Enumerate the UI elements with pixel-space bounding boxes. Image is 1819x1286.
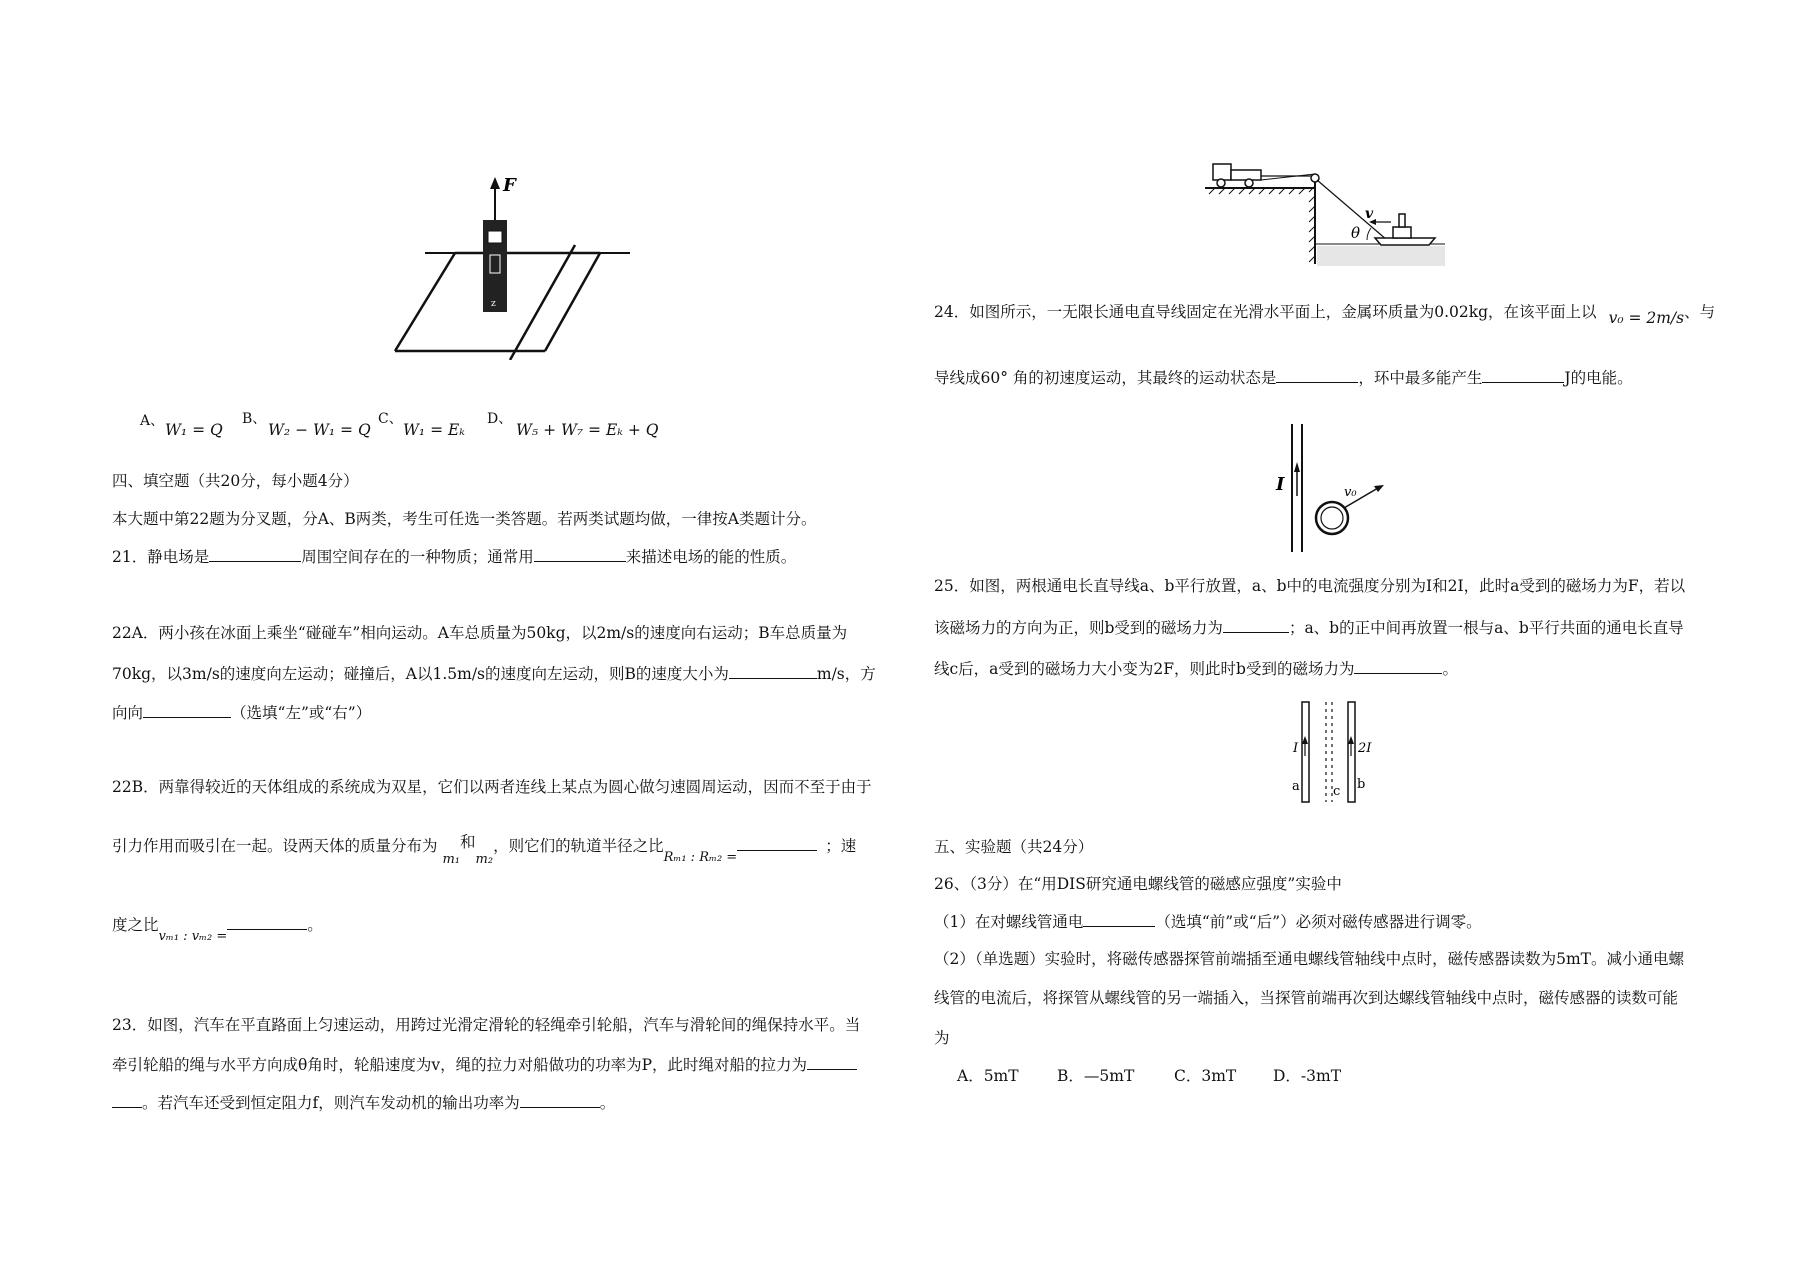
q22a-line3-hint: （选填“左”或“右”） [231,704,372,722]
q24-blank-state[interactable] [1276,368,1358,383]
q24-line2-end: J的电能。 [1564,369,1633,387]
q25-blank-force-b[interactable] [1223,618,1289,633]
magnet-rail-figure [385,175,645,360]
q22b-line3-end: 。 [307,916,323,934]
q23-line2-text: 牵引轮船的绳与水平方向成θ角时，轮船速度为v，绳的拉力对船做功的功率为P，此时绳对船的拉力为 [112,1056,808,1074]
q22b-line2 [112,833,857,867]
q26-choice-b[interactable]: B．—5mT [1057,1067,1135,1085]
q22a-line2 [112,664,876,683]
q22a-line1: 22A．两小孩在冰面上乘坐“碰碰车”相向运动。A车总质量为50kg，以2m/s的速度向右运动；B车总质量为 [112,624,848,642]
q22b-ratio-v: vₘ₁ : vₘ₂ = [158,929,228,944]
q22b-line1: 22B．两靠得较近的天体组成的系统成为双星，它们以两者连线上某点为圆心做匀速圆周运动，因而不至于由于 [112,778,872,796]
ring-velocity-label: v₀ [1344,485,1357,500]
q22a-line3 [112,703,371,722]
option-a-label: A、 [140,413,165,429]
q23-blank-power[interactable] [520,1093,600,1108]
q26-part1 [934,912,1482,931]
q22b-blank-radius[interactable] [737,836,817,851]
q26-title: 26、（3分）在“用DIS研究通电螺线管的磁感应强度”实验中 [934,875,1342,893]
option-d-equation: W₅ + W₇ = Eₖ + Q [516,421,659,439]
magnet-pole-label: z [491,299,496,309]
wire-b-label: b [1357,777,1366,792]
section4-note: 本大题中第22题为分叉题，分A、B两类，考生可任选一类答题。若两类试题均做，一律按A类题计分。 [112,510,817,528]
q26-choice-c[interactable]: C．3mT [1174,1067,1237,1085]
q21-blank2[interactable] [534,547,626,562]
q22a-line3-text: 向向 [112,704,144,722]
q26-choice-d[interactable]: D．-3mT [1273,1067,1342,1085]
q25-line3-end: 。 [1442,660,1458,678]
q24-line2-mid: ，环中最多能产生 [1358,369,1483,387]
q25-line3 [934,659,1458,678]
q26-part1-end: （选填“前”或“后”）必须对磁传感器进行调零。 [1155,913,1482,931]
q26-part2-line1: （2）（单选题）实验时，将磁传感器探管前端插至通电螺线管轴线中点时，磁传感器读数为5mT。减小通电螺 [934,950,1685,968]
q22a-line2-text: 70kg，以3m/s的速度向左运动；碰撞后，A以1.5m/s的速度向左运动，则B的速度大小为 [112,665,729,683]
current-label: I [1276,474,1285,495]
q26-part1-text: （1）在对螺线管通电 [934,913,1084,931]
q24-line2-text: 导线成60° 角的初速度运动，其最终的运动状态是 [934,369,1277,387]
wire-a-label: a [1292,779,1300,794]
section4-title: 四、填空题（共20分，每小题4分） [112,472,359,490]
q23-blank-force[interactable] [807,1055,857,1070]
q23-line3-text: 。若汽车还受到恒定阻力f，则汽车发动机的输出功率为 [142,1094,520,1112]
q24-line1-end: 、与 [1684,303,1716,321]
truck-pulley-boat-figure [1205,152,1450,270]
q22a-line2-unit: m/s，方 [816,665,876,683]
q23-line3 [112,1093,615,1112]
q22b-line3-text: 度之比 [112,916,159,934]
option-a-equation: W₁ = Q [165,421,223,439]
rope-angle-label: θ [1351,224,1361,242]
q22a-blank-direction[interactable] [143,703,231,718]
q24-v0: v₀ = 2m/s [1608,309,1685,327]
question-21 [112,547,796,566]
q22b-m1: m₁ [442,852,460,867]
q21-part3: 来描述电场的能的性质。 [625,548,797,566]
wire-ring-figure [1250,420,1390,555]
option-d-label: D、 [487,411,513,427]
q25-line3-text: 线c后，a受到的磁场力大小变为2F，则此时b受到的磁场力为 [934,660,1355,678]
q22b-line3 [112,915,323,944]
q23-line1: 23．如图，汽车在平直路面上匀速运动，用跨过光滑定滑轮的轻绳牵引轮船，汽车与滑轮间的绳保持水平。当 [112,1016,861,1034]
q25-line2-end: ；a、b的正中间再放置一根与a、b平行共面的通电长直导 [1288,619,1684,637]
wire-b-current: 2I [1358,741,1372,756]
q24-line1-text: 24．如图所示，一无限长通电直导线固定在光滑水平面上，金属环质量为0.02kg，在该平面上以 [934,303,1597,321]
q24-blank-energy[interactable] [1482,368,1564,383]
force-label: F [503,175,516,196]
boat-velocity-label: v [1365,206,1374,222]
q22b-ratio-r: Rₘ₁ : Rₘ₂ = [663,850,738,865]
option-b-label: B、 [242,411,267,427]
q21-part1: 21．静电场是 [112,548,210,566]
parallel-wires-figure [1280,700,1380,808]
q22a-blank-speed[interactable] [729,664,817,679]
q23-line3-end: 。 [599,1094,616,1112]
q23-blank-force-cont[interactable] [112,1093,142,1108]
q26-part2-line3: 为 [934,1029,950,1047]
q26-blank-before-after[interactable] [1083,912,1155,927]
q22b-line2-text: 引力作用而吸引在一起。设两天体的质量分布为 [112,837,438,855]
option-c-label: C、 [378,411,403,427]
option-c-equation: W₁ = Eₖ [403,421,465,439]
q24-line1 [934,303,1716,327]
q22b-line2-mid: ，则它们的轨道半径之比 [493,837,664,855]
q25-line1: 25．如图，两根通电长直导线a、b平行放置，a、b中的电流强度分别为I和2I，此时a受到的磁场力为F，若以 [934,577,1686,595]
q22b-line2-end: ；速 [825,837,857,855]
q21-blank1[interactable] [209,547,301,562]
option-b-equation: W₂ − W₁ = Q [268,421,371,439]
q24-line2 [934,368,1633,387]
q26-part2-line2: 线管的电流后，将探管从螺线管的另一端插入，当探管前端再次到达螺线管轴线中点时，磁传感器的读数可能 [934,989,1679,1007]
q22b-blank-speed[interactable] [227,915,307,930]
q25-line2-text: 该磁场力的方向为正，则b受到的磁场力为 [934,619,1223,637]
q23-line2 [112,1055,857,1074]
section5-title: 五、实验题（共24分） [934,838,1094,856]
wire-c-label: c [1333,784,1341,799]
q22b-he: 和 [460,833,476,851]
q22b-m2: m₂ [475,852,494,867]
wire-a-current: I [1293,741,1299,756]
q25-line2 [934,618,1684,637]
q21-part2: 周围空间存在的一种物质；通常用 [301,548,534,566]
q25-blank-force-b2[interactable] [1354,659,1442,674]
q26-choice-a[interactable]: A．5mT [957,1067,1019,1085]
